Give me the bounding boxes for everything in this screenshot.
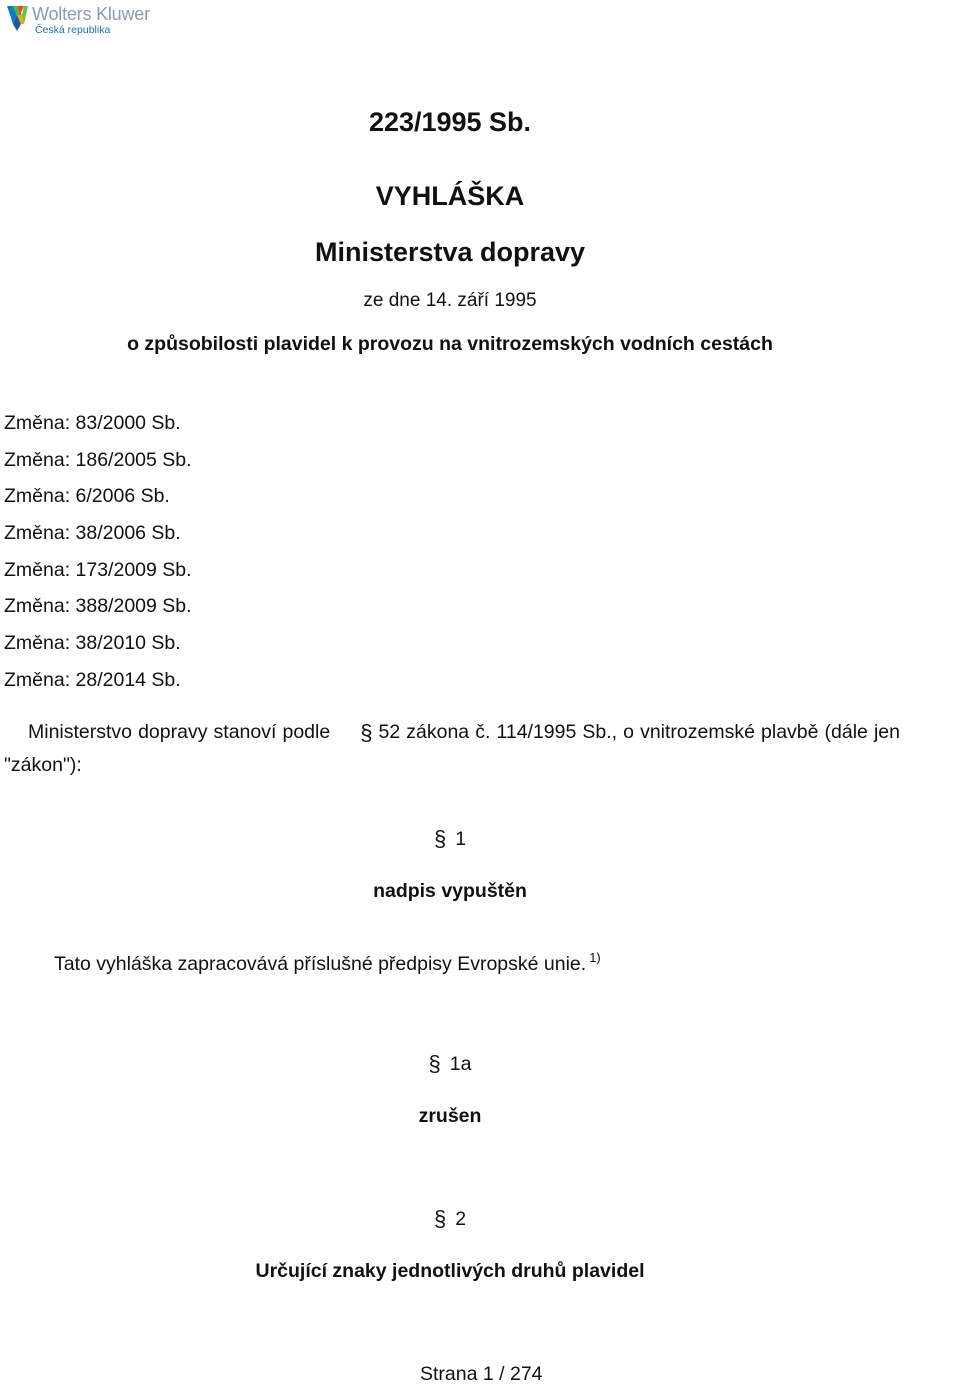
footnote-reference[interactable]: 1)	[589, 950, 601, 965]
page-number: Strana 1 / 274	[420, 1363, 543, 1385]
amendment-item: Změna: 83/2000 Sb.	[4, 412, 181, 434]
preamble-text-before: Ministerstvo dopravy stanoví podle	[28, 721, 331, 743]
section-1-heading: nadpis vypuštěn	[373, 880, 527, 902]
regulation-issuer: Ministerstva dopravy	[314, 237, 586, 267]
regulation-subject: o způsobilosti plavidel k provozu na vnitrozemských vodních cestách	[127, 333, 773, 355]
section-2-heading: Určující znaky jednotlivých druhů plavidel	[255, 1260, 645, 1282]
wolters-kluwer-logo-icon	[4, 3, 30, 33]
amendment-item: Změna: 388/2009 Sb.	[4, 595, 192, 618]
preamble-paragraph	[4, 716, 900, 782]
paragraph-sign: §	[360, 720, 373, 745]
regulation-date: ze dne 14. září 1995	[363, 290, 537, 311]
section-1-number: § 1	[433, 826, 467, 851]
regulation-kind: VYHLÁŠKA	[375, 181, 525, 211]
section-1-text: Tato vyhláška zapracovává příslušné předpisy Evropské unie. $^{1)}$	[54, 950, 601, 975]
logo-country-text: Česká republika	[35, 24, 111, 36]
section-1a-number: § 1a	[428, 1051, 472, 1076]
amendment-item: Změna: 38/2006 Sb.	[4, 522, 181, 545]
amendment-item: Změna: 38/2010 Sb.	[4, 632, 181, 655]
amendment-list	[4, 405, 192, 699]
amendment-item: Změna: 28/2014 Sb.	[4, 668, 181, 691]
preamble-text-after: 52 zákona č. 114/1995 Sb., o vnitrozemské plavbě (dále jen "zákon"):	[4, 721, 900, 776]
regulation-number: 223/1995 Sb.	[368, 107, 532, 137]
publisher-logo	[4, 3, 150, 37]
section-1a-heading: zrušen	[418, 1105, 482, 1127]
amendment-item: Změna: 186/2005 Sb.	[4, 448, 192, 471]
amendment-item: Změna: 6/2006 Sb.	[4, 485, 170, 508]
logo-brand-text: Wolters Kluwer	[32, 4, 150, 24]
amendment-item: Změna: 173/2009 Sb.	[4, 558, 192, 581]
section-sign: §	[433, 1206, 447, 1231]
section-sign: §	[428, 1051, 441, 1076]
section-2-number: § 2	[433, 1206, 467, 1231]
section-sign: §	[433, 826, 447, 851]
